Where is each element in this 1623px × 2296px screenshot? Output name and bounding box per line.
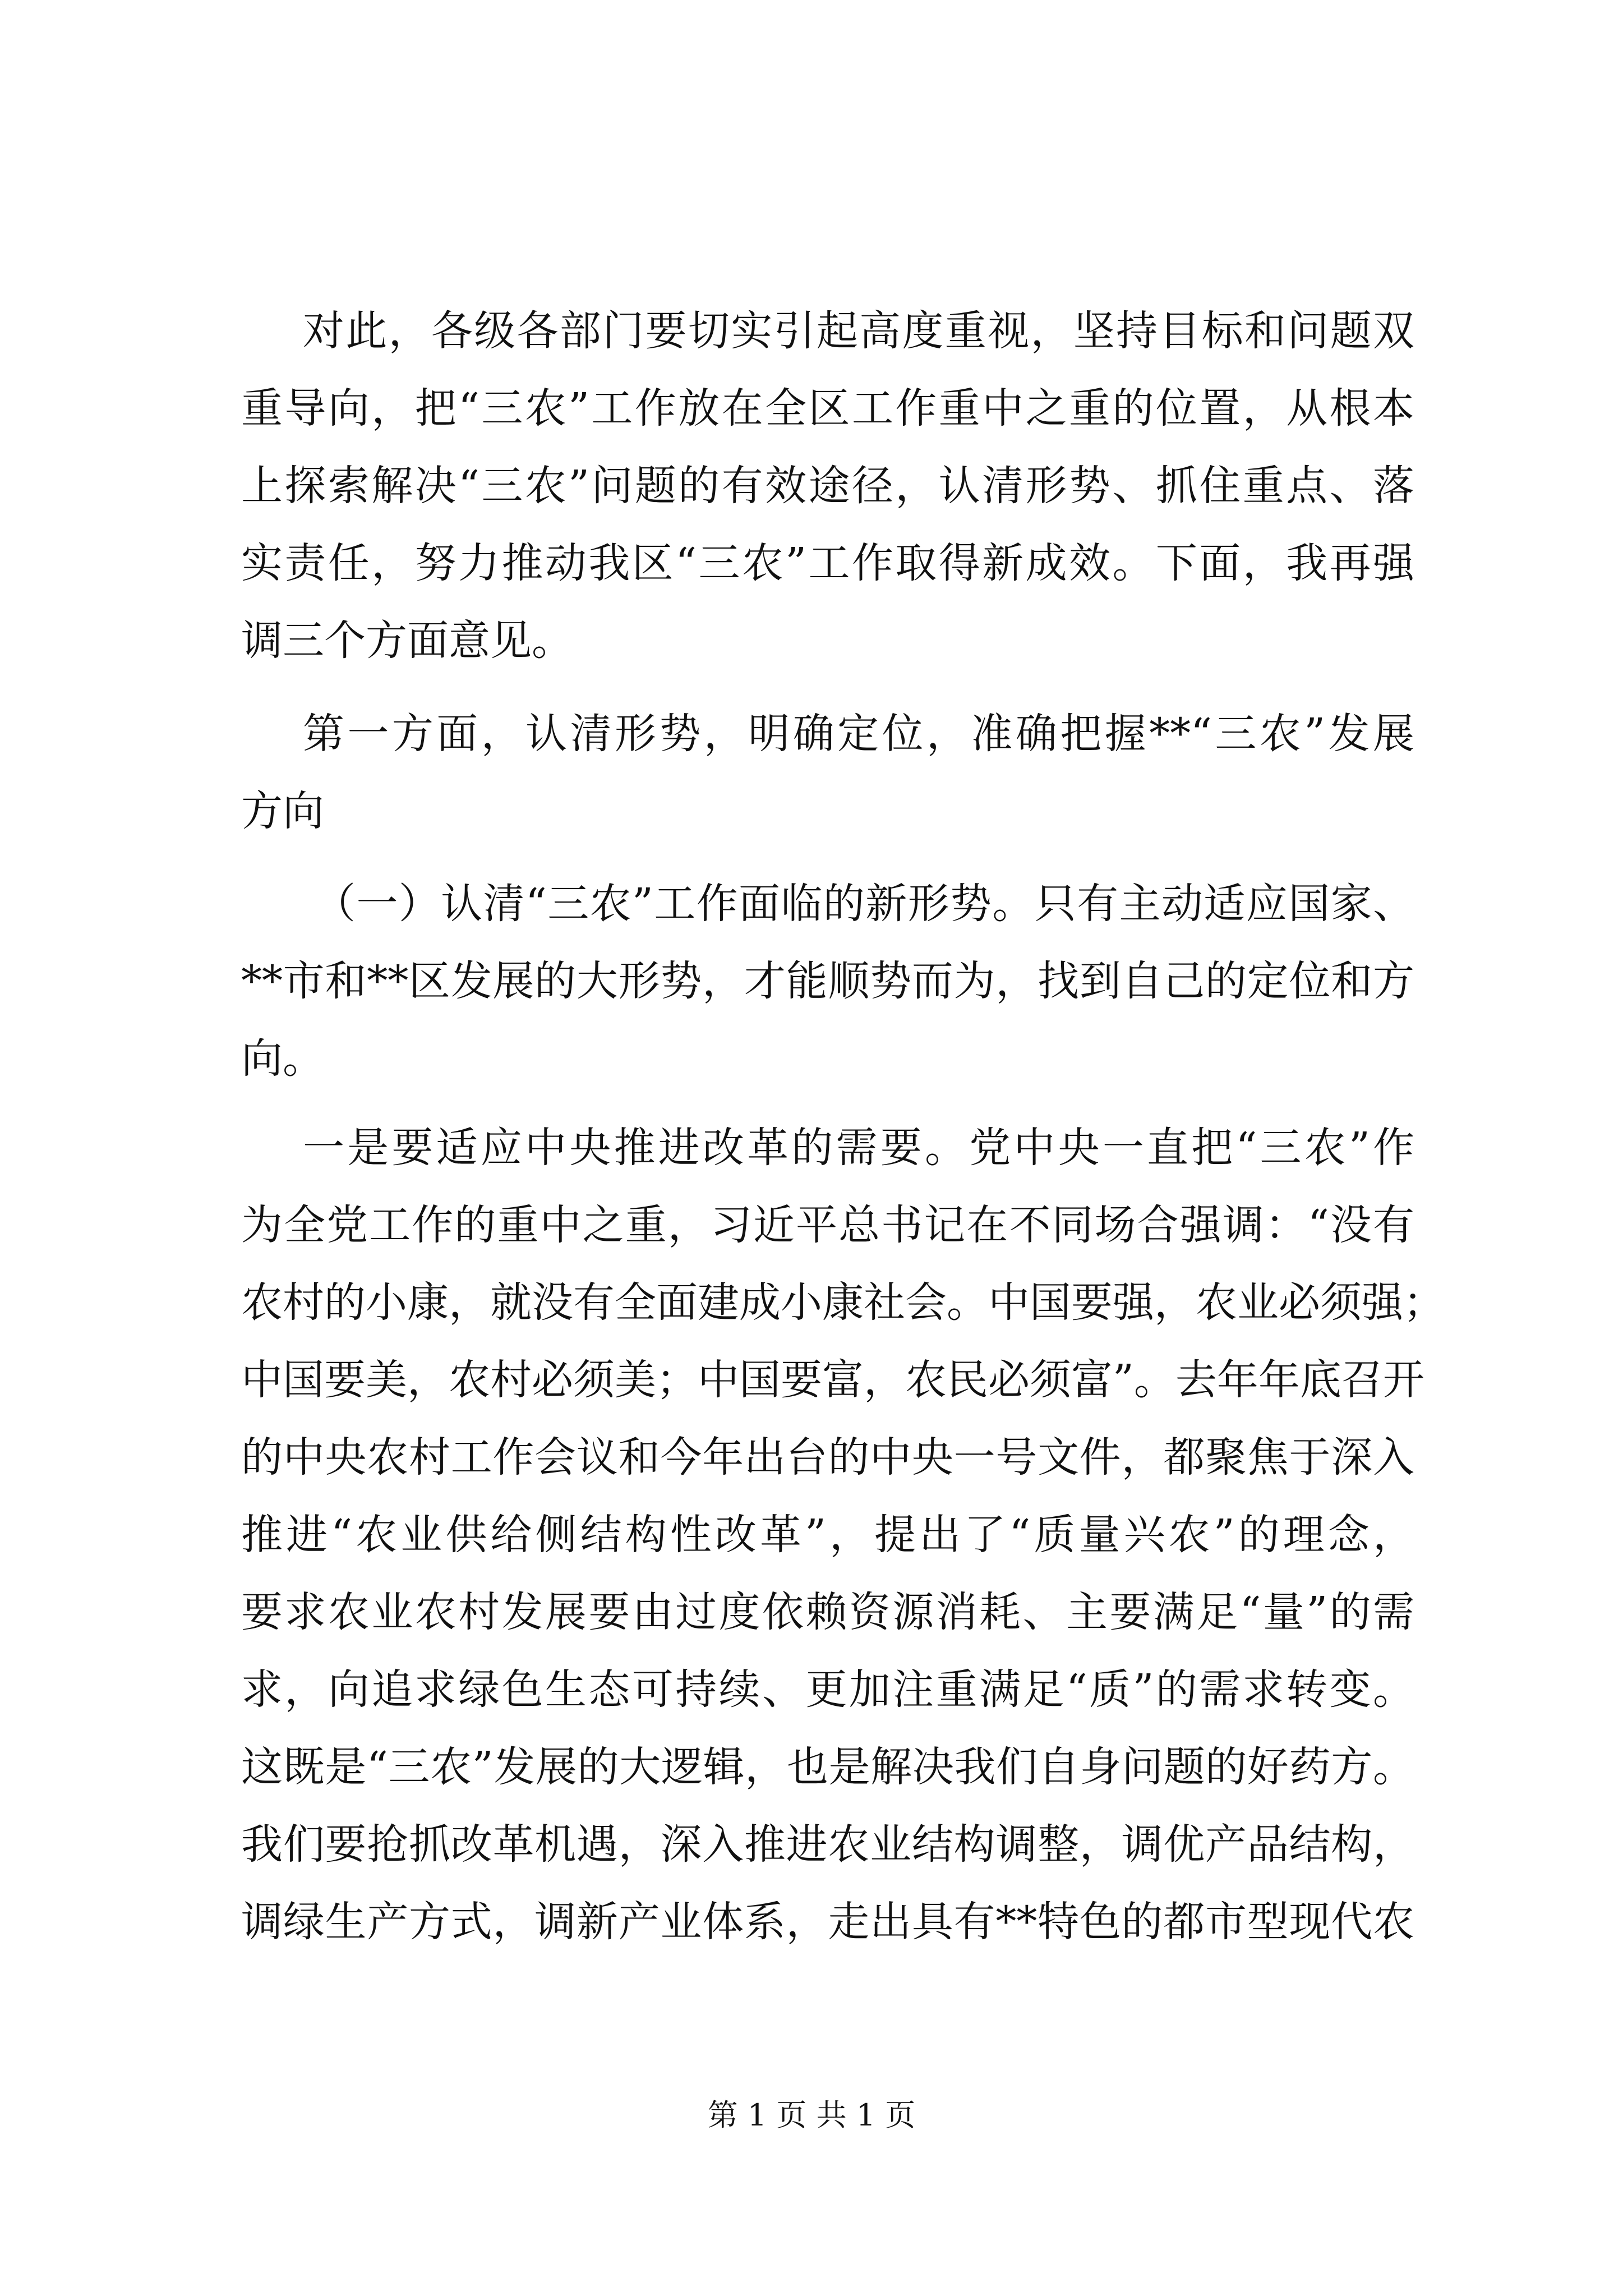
paragraph-line: **市和**区发展的大形势，才能顺势而为，找到自己的定位和方 [241,957,1414,1005]
subsection-heading-line: （一）认清“三农”工作面临的新形势。只有主动适应国家、 [314,880,1414,928]
paragraph-line: 对此，各级各部门要切实引起高度重视，坚持目标和问题双 [303,307,1414,355]
paragraph-line: 实责任，努力推动我区“三农”工作取得新成效。下面，我再强 [241,539,1414,587]
section-heading-line: 第一方面，认清形势，明确定位，准确把握**“三农”发展 [303,710,1414,758]
paragraph-line: 一是要适应中央推进改革的需要。党中央一直把“三农”作 [303,1124,1414,1172]
paragraph-line: 调三个方面意见。 [241,616,573,665]
paragraph-line: 中国要美，农村必须美；中国要富，农民必须富”。去年年底召开 [241,1356,1424,1404]
paragraph-line: 这既是“三农”发展的大逻辑，也是解决我们自身问题的好药方。 [241,1743,1414,1791]
paragraph-line: 农村的小康，就没有全面建成小康社会。中国要强，农业必须强； [241,1278,1445,1327]
paragraph-line: 重导向，把“三农”工作放在全区工作重中之重的位置，从根本 [241,384,1414,432]
paragraph-line: 推进“农业供给侧结构性改革”，提出了“质量兴农”的理念， [241,1511,1414,1559]
paragraph-line: 上探索解决“三农”问题的有效途径，认清形势、抓住重点、落 [241,462,1414,510]
paragraph-line: 向。 [241,1034,324,1083]
paragraph-line: 求，向追求绿色生态可持续、更加注重满足“质”的需求转变。 [241,1665,1414,1714]
paragraph-line: 要求农业农村发展要由过度依赖资源消耗、主要满足“量”的需 [241,1588,1414,1636]
paragraph-line: 为全党工作的重中之重，习近平总书记在不同场合强调：“没有 [241,1201,1414,1249]
page-footer: 第 1 页 共 1 页 [707,2097,916,2133]
paragraph-line: 的中央农村工作会议和今年出台的中央一号文件，都聚焦于深入 [241,1433,1414,1481]
section-heading-line: 方向 [241,787,324,835]
paragraph-line: 调绿生产方式，调新产业体系，走出具有**特色的都市型现代农 [241,1898,1414,1946]
paragraph-line: 我们要抢抓改革机遇，深入推进农业结构调整，调优产品结构， [241,1820,1414,1869]
